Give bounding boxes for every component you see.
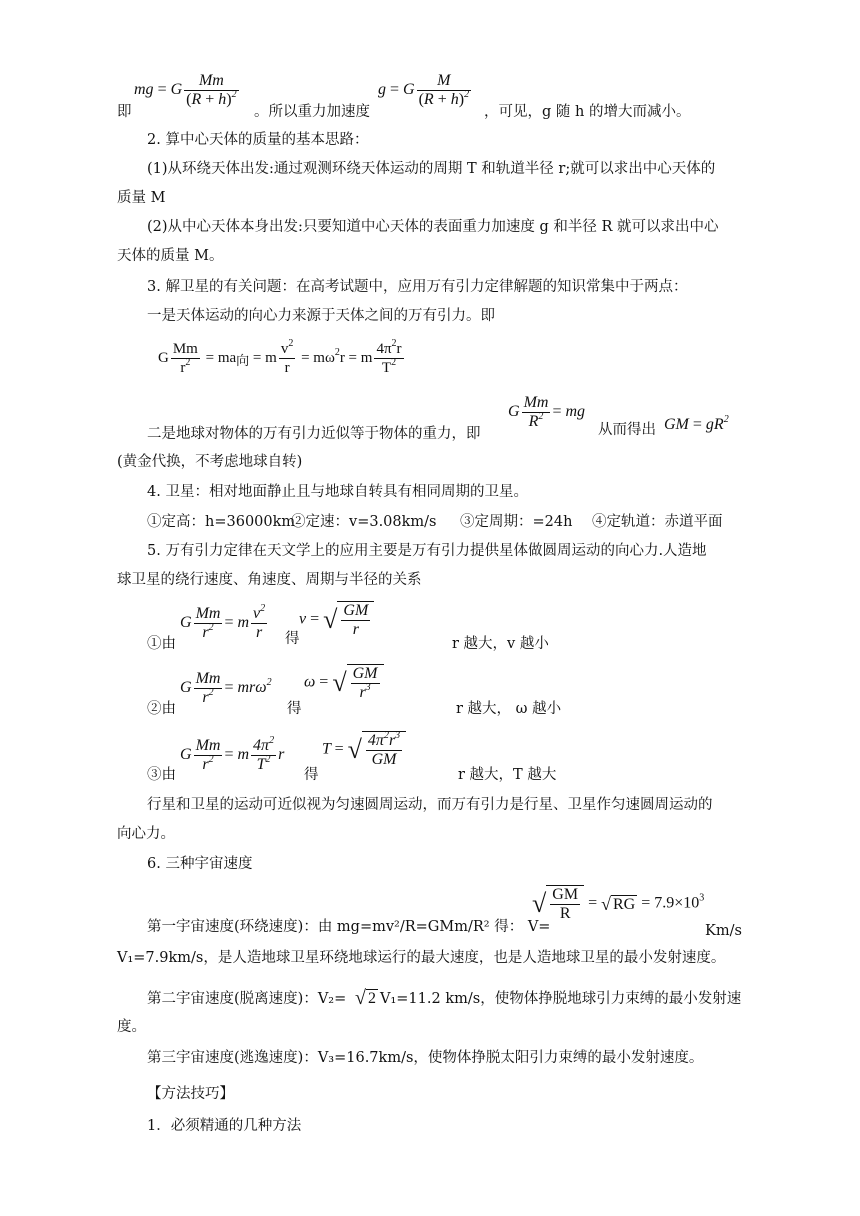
formula-central-force: G $\frac{Mm}{r^2}$ = $ma_向 = m$ $\frac{v^2}{r}$ = $m\omega^2r = m$ $\frac{4\pi^2r}{T^2}$: [158, 338, 402, 376]
r3-note: r 越大，T 越大: [458, 767, 557, 783]
p3-title: 3. 解卫星的有关问题：在高考试题中，应用万有引力定律解题的知识常集中于两点：: [147, 279, 688, 295]
p4-1: ①定高：h=36000km: [147, 514, 296, 530]
v1-unit: Km/s: [705, 923, 742, 939]
formula-sqrt2: √ 2: [355, 987, 376, 1009]
p4-title: 4. 卫星：相对地面静止且与地球自转具有相同周期的卫星。: [147, 484, 528, 500]
p3-1: 一是天体运动的向心力来源于天体之间的万有引力。即: [147, 308, 495, 324]
p4-3: ③定周期：=24h: [460, 514, 573, 530]
p5-c: 行星和卫星的运动可近似视为匀速圆周运动，而万有引力是行星、卫星作匀速圆周运动的: [147, 797, 713, 813]
r1-note: r 越大，v 越小: [452, 636, 549, 652]
v1-pre: 第一宇宙速度(环绕速度)：由 mg=mv²/R=GMm/R² 得： V=: [147, 919, 551, 935]
formula-r1-v: v = √ $\frac{GM}{r}$: [299, 601, 374, 639]
p5-d: 向心力。: [117, 826, 175, 842]
v2-b: 度。: [117, 1019, 146, 1035]
v2-pre: 第二宇宙速度(脱离速度)：V₂=: [147, 991, 347, 1007]
r2-de: 得: [287, 701, 302, 717]
v3: 第三宇宙速度(逃逸速度)：V₃=16.7km/s，使物体挣脱太阳引力束缚的最小发射速度。: [147, 1050, 704, 1066]
method-heading: 【方法技巧】: [147, 1086, 234, 1102]
line-l1-suffix: ，可见，g 随 h 的增大而减小。: [484, 104, 691, 120]
r1-pre: ①由: [147, 636, 176, 652]
v2-post: V₁=11.2 km/s，使物体挣脱地球引力束缚的最小发射速: [380, 991, 742, 1007]
p2-2b: 天体的质量 M。: [117, 248, 224, 264]
p4-2: ②定速：v=3.08km/s: [291, 514, 437, 530]
r3-pre: ③由: [147, 767, 176, 783]
p6-title: 6. 三种宇宙速度: [147, 856, 253, 872]
p3-3: (黄金代换，不考虑地球自转): [117, 454, 303, 470]
r2-note: r 越大， ω 越小: [456, 701, 562, 717]
p3-2: 二是地球对物体的万有引力近似等于物体的重力，即: [147, 426, 481, 442]
r3-de: 得: [304, 767, 319, 783]
p2-2a: (2)从中心天体本身出发:只要知道中心天体的表面重力加速度 g 和半径 R 就可以求出中心: [147, 219, 719, 235]
formula-r1-eq: G $\frac{Mm}{r^2}$ = m $\frac{v^2}{r}$: [180, 603, 266, 641]
formula-gmm-r2: G $\frac{Mm}{R^2}$ = mg: [508, 394, 586, 430]
p4-4: ④定轨道：赤道平面: [592, 514, 723, 530]
p2-1b: 质量 M: [117, 190, 166, 206]
formula-r2-eq: G $\frac{Mm}{r^2}$ = mrω$^2$: [180, 670, 272, 706]
p2-title: 2. 算中心天体的质量的基本思路：: [147, 132, 369, 148]
formula-r3-t: T = √ $\frac{4\pi^2r^3}{GM}$: [322, 731, 406, 769]
formula-r3-eq: G $\frac{Mm}{r^2}$ = m $\frac{4\pi^2}{T^2}$ r: [180, 735, 285, 773]
line-l1-prefix: 即: [117, 104, 132, 120]
p2-1a: (1)从环绕天体出发:通过观测环绕天体运动的周期 T 和轨道半径 r;就可以求出中心天体的: [147, 161, 716, 177]
formula-v1: √ $\frac{GM}{R}$ = √ RG = $7.9\times 10^3$: [532, 886, 705, 922]
r1-de: 得: [285, 631, 300, 647]
v1-b: V₁=7.9km/s，是人造地球卫星环绕地球运行的最大速度，也是人造地球卫星的最小发射速度。: [117, 950, 726, 966]
p5-a: 5. 万有引力定律在天文学上的应用主要是万有引力提供星体做圆周运动的向心力.人造地: [147, 543, 707, 559]
formula-g: g = G $\frac{M}{(R + h)^2}$: [378, 72, 470, 108]
r2-pre: ②由: [147, 701, 176, 717]
p3-2-mid: 从而得出: [598, 422, 656, 438]
line-l1-mid: 。所以重力加速度: [254, 104, 370, 120]
p5-b: 球卫星的绕行速度、角速度、周期与半径的关系: [117, 572, 422, 588]
m1: 1．必须精通的几种方法: [147, 1118, 302, 1134]
formula-gm-gr2: GM = $gR^2$: [664, 414, 729, 433]
formula-r2-omega: ω = √ $\frac{GM}{r^3}$: [304, 664, 384, 702]
formula-mg: mg = G $\frac{Mm}{(R + h)^2}$: [134, 72, 237, 108]
